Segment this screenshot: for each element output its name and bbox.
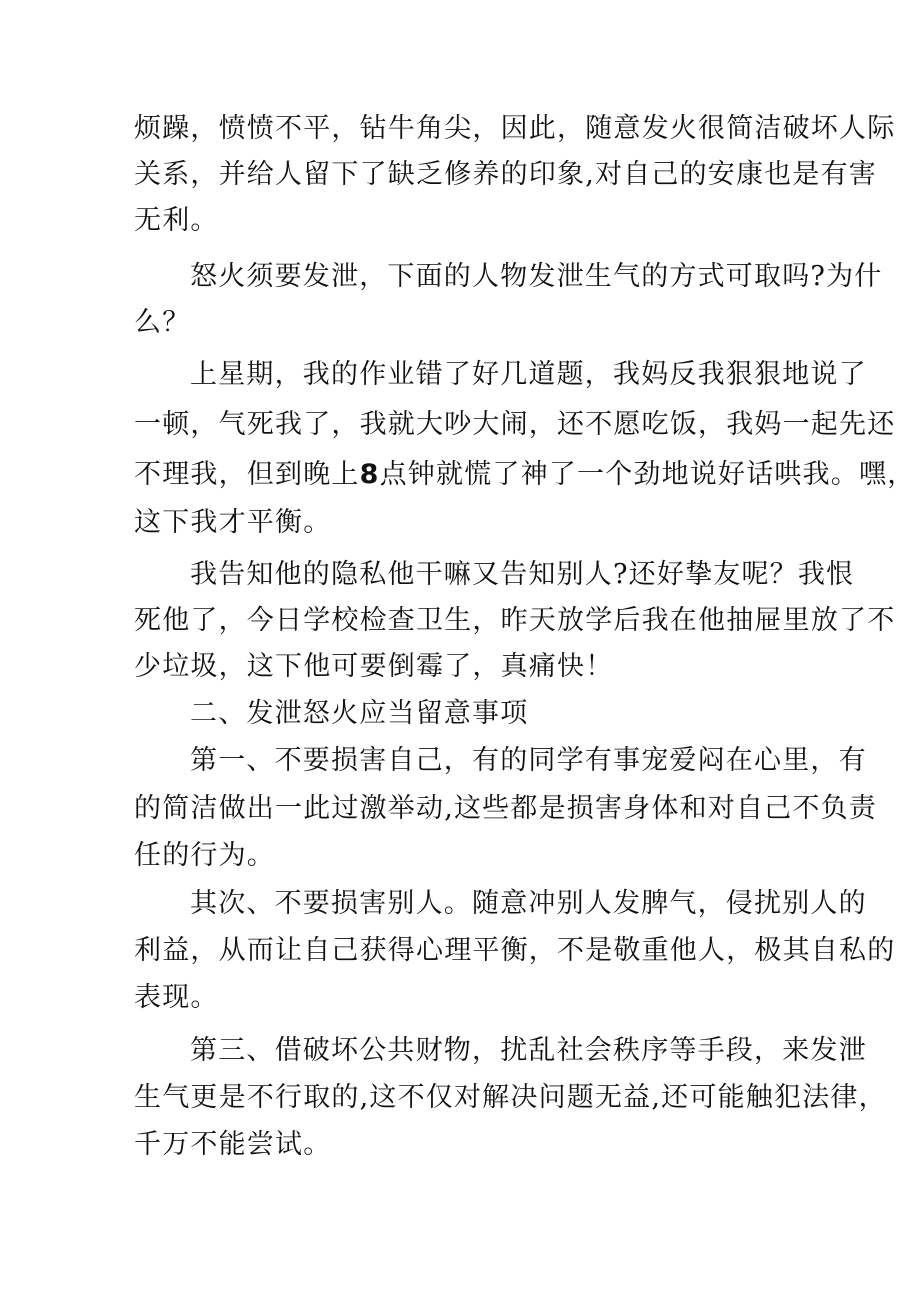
text-line-21: 生气更是不行取的,这不仅对解决问题无益,还可能触犯法律，	[134, 1082, 887, 1113]
text-line-16: 任的行为。	[134, 840, 275, 871]
text-line-3: 无利。	[134, 205, 219, 236]
text-line-19: 表现。	[134, 982, 219, 1013]
text-line-11: 死他了，今日学校检查卫生，昨天放学后我在他抽屉里放了不	[134, 605, 896, 636]
text-line-8-bold-number: 8	[359, 459, 380, 490]
text-line-8	[134, 457, 915, 493]
text-line-17: 其次、不要损害别人。随意冲别人发脾气，侵扰别人的	[190, 888, 867, 919]
text-line-18: 利益，从而让自己获得心理平衡，不是敬重他人，极其自私的	[134, 935, 896, 966]
text-line-22: 千万不能尝试。	[134, 1129, 332, 1160]
text-line-6: 上星期，我的作业错了好几道题，我妈反我狠狠地说了	[190, 359, 867, 390]
text-line-9: 这下我才平衡。	[134, 507, 332, 538]
text-line-4: 怒火须要发泄，下面的人物发泄生气的方式可取吗?为什	[190, 261, 883, 292]
text-line-7: 一顿，气死我了，我就大吵大闹，还不愿吃饭，我妈一起先还	[134, 409, 896, 440]
text-line-5: 么？	[134, 307, 191, 338]
text-line-14: 第一、不要损害自己，有的同学有事宠爱闷在心里，有	[190, 745, 867, 776]
section-heading: 二、发泄怒火应当留意事项	[190, 698, 529, 729]
text-line-8-part-a: 不理我，但到晚上	[134, 459, 360, 490]
text-line-20: 第三、借破坏公共财物，扰乱社会秩序等手段，来发泄	[190, 1035, 867, 1066]
text-line-2: 关系，并给人留下了缺乏修养的印象,对自己的安康也是有害	[134, 159, 877, 190]
text-line-10: 我告知他的隐私他干嘛又告知别人?还好挚友呢？我恨	[190, 559, 855, 590]
text-line-8-part-b: 点钟就慌了神了一个劲地说好话哄我。嘿，	[379, 459, 916, 490]
text-line-15: 的简洁做出一此过激举动,这些都是损害身体和对自己不负责	[134, 793, 877, 824]
text-line-1: 烦躁，愤愤不平，钻牛角尖，因此，随意发火很简洁破坏人际	[134, 113, 896, 144]
text-line-12: 少垃圾，这下他可要倒霉了，真痛快！	[134, 651, 614, 682]
